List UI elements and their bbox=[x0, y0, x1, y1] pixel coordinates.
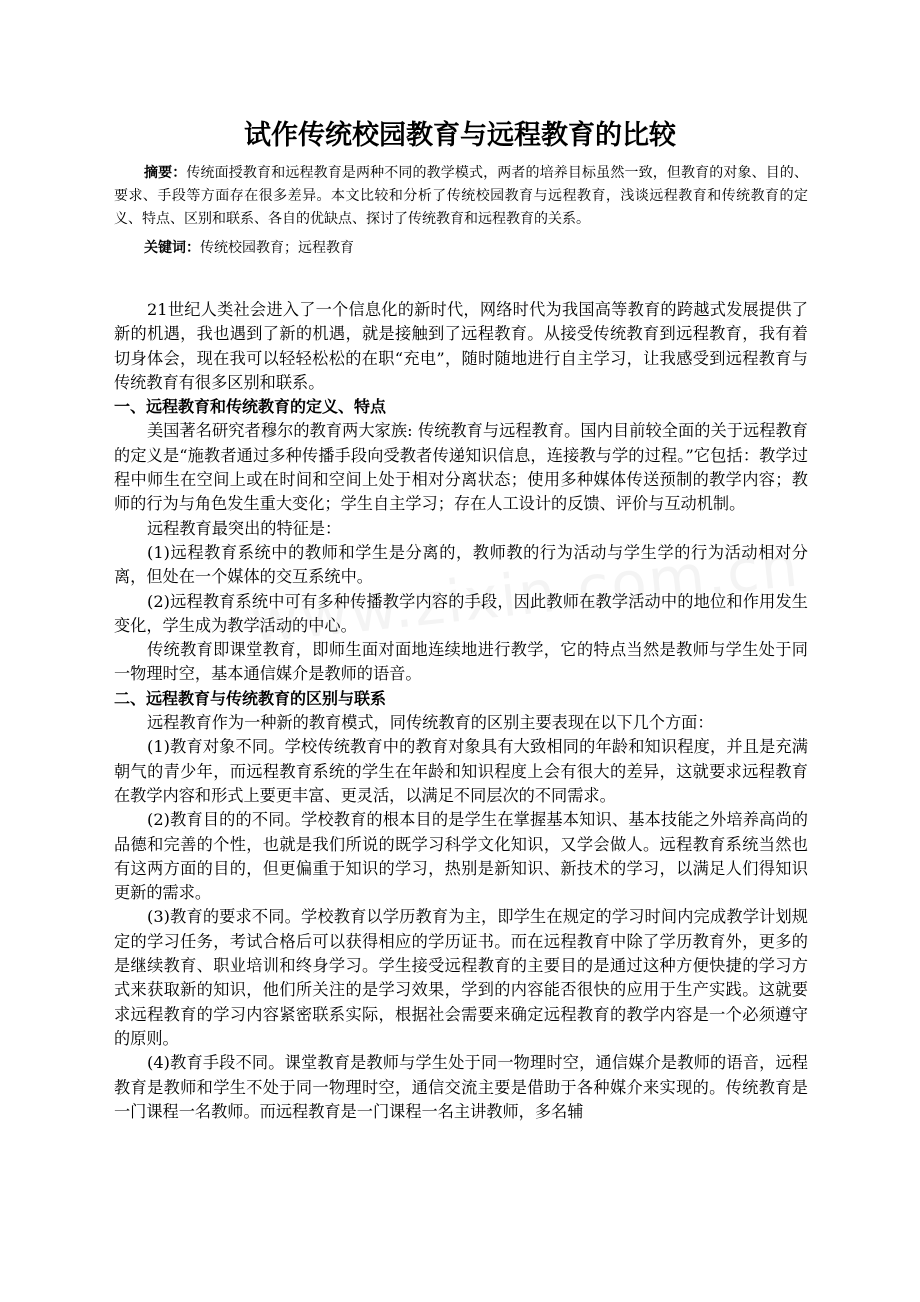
section2-paragraph-5: (4)教育手段不同。课堂教育是教师与学生处于同一物理时空，通信媒介是教师的语音，远程教育是教师和学生不处于同一物理时空，通信交流主要是借助于各种媒介来实现的。传统教育是一门课程一名教师。而远程教育是一门课程一名主讲教师，多名辅 bbox=[114, 1053, 808, 1121]
section1-paragraph-2: 远程教育最突出的特征是： bbox=[147, 518, 342, 538]
section-heading-1: 一、远程教育和传统教育的定义、特点 bbox=[114, 397, 387, 417]
keywords-text: 传统校园教育；远程教育 bbox=[200, 240, 354, 256]
keywords-label: 关键词： bbox=[144, 240, 200, 256]
section-heading-2: 二、远程教育与传统教育的区别与联系 bbox=[114, 688, 387, 708]
document-body bbox=[114, 298, 808, 1124]
section2-paragraph-2: (1)教育对象不同。学校传统教育中的教育对象具有大致相同的年龄和知识程度，并且是充满朝气的青少年，而远程教育系统的学生在年龄和知识程度上会有很大的差异，这就要求远程教育在教学内容和形式上要更丰富、更灵活，以满足不同层次的不同需求。 bbox=[114, 737, 808, 805]
intro-paragraph: 21世纪人类社会进入了一个信息化的新时代，网络时代为我国高等教育的跨越式发展提供了新的机遇，我也遇到了新的机遇，就是接触到了远程教育。从接受传统教育到远程教育，我有着切身体会，现在我可以轻轻松松的在职“充电”，随时随地进行自主学习，让我感受到远程教育与传统教育有很多区别和联系。 bbox=[114, 300, 808, 392]
section2-paragraph-3: (2)教育目的的不同。学校教育的根本目的是学生在掌握基本知识、基本技能之外培养高尚的品德和完善的个性，也就是我们所说的既学习科学文化知识，又学会做人。远程教育系统当然也有这两方面的目的，但更偏重于知识的学习，热别是新知识、新技术的学习，以满足人们得知识更新的需求。 bbox=[114, 810, 808, 903]
abstract-text: 传统面授教育和远程教育是两种不同的教学模式，两者的培养目标虽然一致，但教育的对象、目的、要求、手段等方面存在很多差异。本文比较和分析了传统校园教育与远程教育，浅谈远程教育和传统教育的定义、特点、区别和联系、各自的优缺点、探讨了传统教育和远程教育的关系。 bbox=[114, 165, 809, 227]
abstract-paragraph bbox=[114, 162, 808, 231]
section2-paragraph-4: (3)教育的要求不同。学校教育以学历教育为主，即学生在规定的学习时间内完成教学计划规定的学习任务，考试合格后可以获得相应的学历证书。而在远程教育中除了学历教育外，更多的是继续教育、职业培训和终身学习。学生接受远程教育的主要目的是通过这种方便快捷的学习方式来获取新的知识，他们所关注的是学习效果，学到的内容能否很快的应用于生产实践。这就要求远程教育的学习内容紧密联系实际，根据社会需要来确定远程教育的教学内容是一个必须遵守的原则。 bbox=[114, 907, 808, 1048]
keywords-paragraph bbox=[114, 237, 808, 260]
section1-paragraph-4: (2)远程教育系统中可有多种传播教学内容的手段，因此教师在教学活动中的地位和作用发生变化，学生成为教学活动的中心。 bbox=[114, 591, 808, 635]
section1-paragraph-5: 传统教育即课堂教育，即师生面对面地连续地进行教学，它的特点当然是教师与学生处于同一物理时空，基本通信媒介是教师的语音。 bbox=[114, 640, 808, 684]
section2-paragraph-1: 远程教育作为一种新的教育模式，同传统教育的区别主要表现在以下几个方面： bbox=[147, 713, 714, 733]
section1-paragraph-1: 美国著名研究者穆尔的教育两大家族: 传统教育与远程教育。国内目前较全面的关于远程教育的定义是“施教者通过多种传播手段向受教者传递知识信息，连接教与学的过程。”它包括：教学过程中师生在空间上或在时间和空间上处于相对分离状态；使用多种媒体传送预制的教学内容；教师的行为与角色发生重大变化；学生自主学习；存在人工设计的反馈、评价与互动机制。 bbox=[114, 421, 808, 514]
abstract-label: 摘要： bbox=[144, 165, 187, 181]
document-title: 试作传统校园教育与远程教育的比较 bbox=[244, 120, 676, 151]
abstract-block bbox=[114, 162, 808, 260]
section1-paragraph-3: (1)远程教育系统中的教师和学生是分离的，教师教的行为活动与学生学的行为活动相对分离，但处在一个媒体的交互系统中。 bbox=[114, 542, 808, 587]
